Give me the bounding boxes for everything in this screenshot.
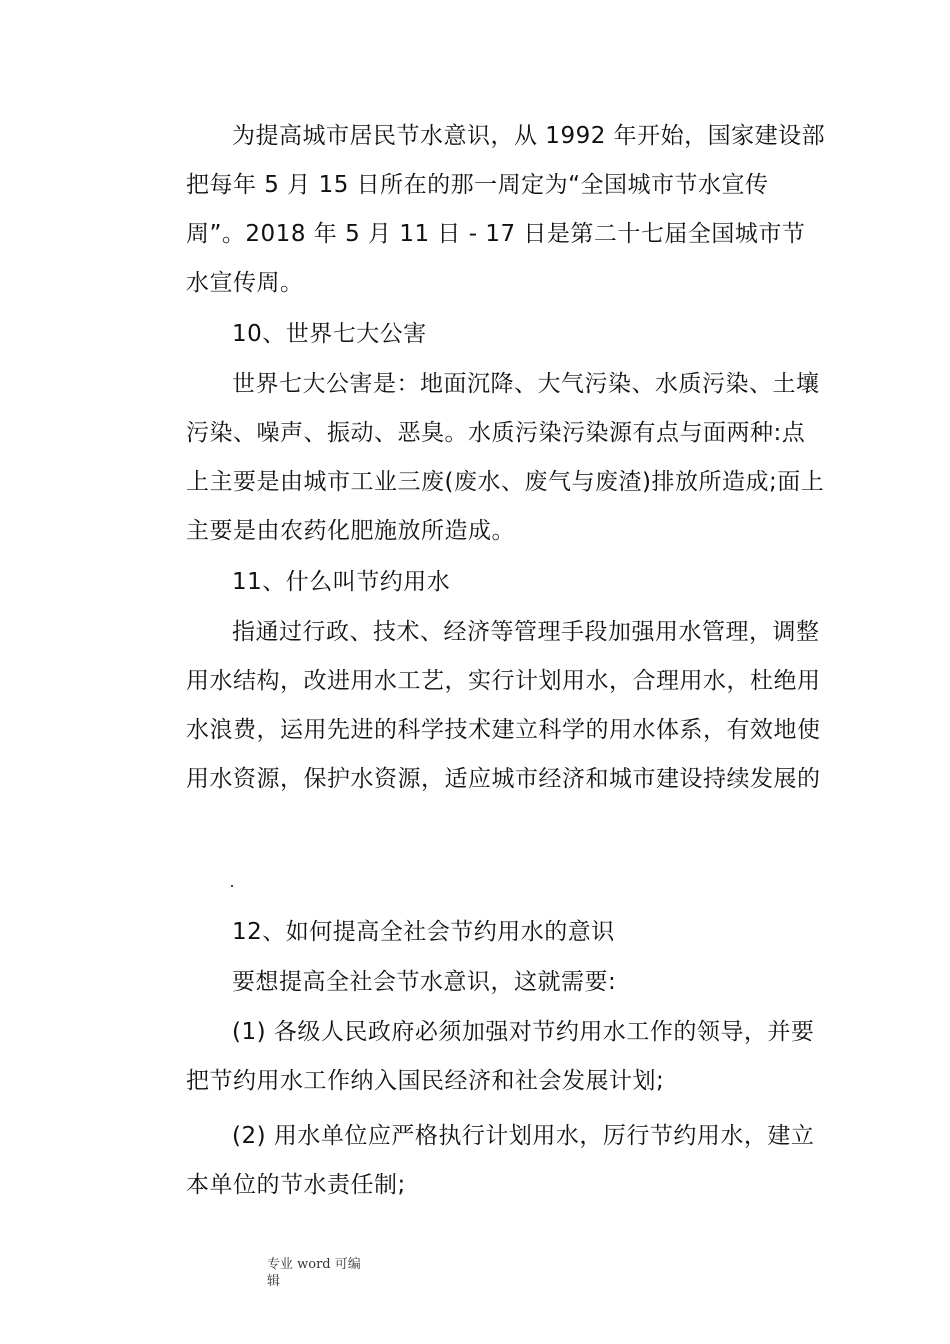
heading-11-water-saving-definition: 11、什么叫节约用水 xyxy=(232,569,451,595)
footer-line-2: 辑 xyxy=(267,1274,281,1289)
paragraph-water-saving-definition: 指通过行政、技术、经济等管理手段加强用水管理，调整用水结构，改进用水工艺，实行计划用水，合理用水，杜绝用水浪费，运用先进的科学技术建立科学的用水体系，有效地使用水资源，保护水资源，适应城市经济和城市建设持续发展的 xyxy=(186,619,821,792)
list-item-2: (2) 用水单位应严格执行计划用水，厉行节约用水，建立本单位的节水责任制; xyxy=(186,1123,815,1198)
page-break-dot xyxy=(231,885,233,887)
heading-10-seven-pollutions: 10、世界七大公害 xyxy=(232,321,427,347)
footer-line-1: 专业 word 可编 xyxy=(267,1257,361,1272)
paragraph-water-saving-week: 为提高城市居民节水意识，从 1992 年开始，国家建设部把每年 5 月 15 日所在的那一周定为“全国城市节水宣传周”。2018 年 5 月 11 日 - 17 日是第二十七届全国城市节水宣传周。 xyxy=(186,123,826,296)
footer-watermark xyxy=(267,1256,367,1290)
heading-12-raise-awareness: 12、如何提高全社会节约用水的意识 xyxy=(232,919,615,945)
paragraph-awareness-intro: 要想提高全社会节水意识，这就需要: xyxy=(232,969,617,995)
list-item-1: (1) 各级人民政府必须加强对节约用水工作的领导，并要把节约用水工作纳入国民经济和社会发展计划; xyxy=(186,1019,815,1094)
paragraph-seven-pollutions: 世界七大公害是：地面沉降、大气污染、水质污染、土壤污染、噪声、振动、恶臭。水质污染污染源有点与面两种:点上主要是由城市工业三废(废水、废气与废渣)排放所造成;面上主要是由农药化肥施放所造成。 xyxy=(186,371,825,544)
